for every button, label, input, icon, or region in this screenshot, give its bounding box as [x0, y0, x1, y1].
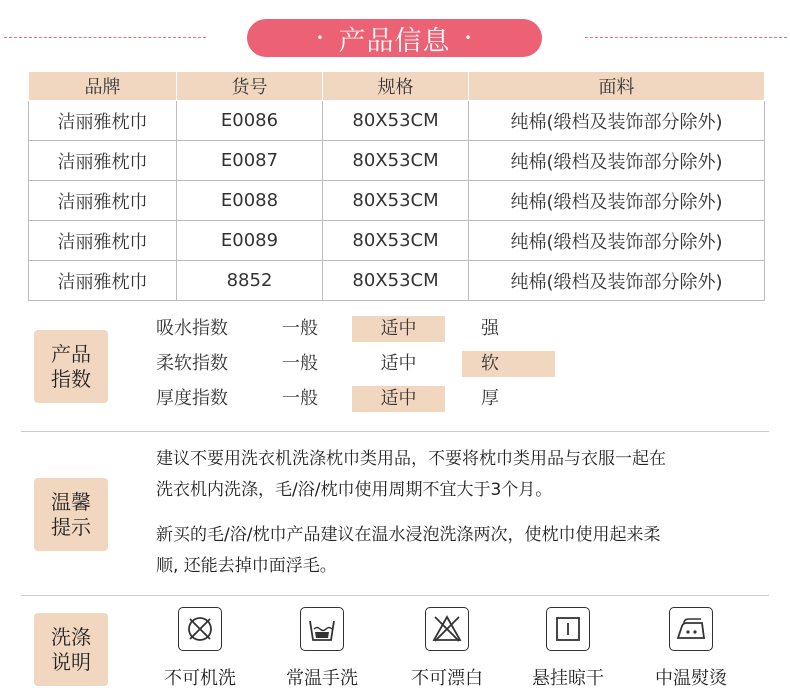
index-level-low: 一般: [282, 318, 318, 339]
index-level-high: 软: [462, 351, 555, 377]
divider: [21, 595, 769, 596]
tips-p2-line1: 新买的毛/浴/枕巾产品建议在温水浸泡洗涤两次，使枕巾使用起来柔: [156, 525, 661, 545]
cell-item-no: E0088: [177, 181, 323, 221]
care-item-line-dry: [528, 607, 608, 690]
cell-material: 纯棉(缎档及装饰部分除外): [469, 261, 765, 301]
tips-p2-line2: 顺, 还能去掉巾面浮毛。: [156, 556, 337, 576]
line-dry-icon: [546, 607, 590, 651]
index-level-mid: 适中: [352, 386, 445, 412]
cell-brand: 洁丽雅枕巾: [29, 101, 177, 141]
cell-material: 纯棉(缎档及装饰部分除外): [469, 141, 765, 181]
section-title-text: 产品信息: [338, 25, 451, 57]
index-label-line2: 指数: [51, 366, 91, 391]
col-header-size: 规格: [323, 72, 469, 101]
tips-p1-line2: 洗衣机内洗涤，毛/浴/枕巾使用周期不宜大于3个月。: [156, 480, 553, 500]
title-deco-right: •: [464, 31, 473, 45]
index-name: 厚度指数: [156, 388, 228, 409]
tips-section-label: [34, 478, 108, 551]
divider: [21, 431, 769, 432]
table-row: [29, 141, 765, 181]
cell-brand: 洁丽雅枕巾: [29, 221, 177, 261]
header-left-dashes: [4, 37, 206, 38]
care-item-label: 悬挂晾干: [532, 668, 604, 689]
cell-size: 80X53CM: [323, 221, 469, 261]
no-bleach-icon: [425, 607, 469, 651]
cell-item-no: E0087: [177, 141, 323, 181]
index-level-mid: 适中: [380, 353, 417, 374]
care-item-label: 中温熨烫: [655, 668, 727, 689]
care-item-no-machine-wash: [160, 607, 240, 690]
index-name: 柔软指数: [156, 353, 228, 374]
index-row-thickness: [0, 386, 790, 412]
cell-material: 纯棉(缎档及装饰部分除外): [469, 101, 765, 141]
table-row: [29, 101, 765, 141]
tips-label-line1: 温馨: [51, 489, 91, 514]
care-item-label: 不可漂白: [411, 668, 483, 689]
table-row: [29, 181, 765, 221]
table-row: [29, 261, 765, 301]
cell-material: 纯棉(缎档及装饰部分除外): [469, 221, 765, 261]
care-label-line1: 洗涤: [51, 624, 91, 649]
cell-item-no: E0089: [177, 221, 323, 261]
care-item-no-bleach: [407, 607, 487, 690]
care-section-label: [34, 613, 108, 686]
tips-paragraph-1: [156, 444, 756, 506]
care-label-line2: 说明: [51, 649, 91, 674]
index-row-absorbency: [0, 316, 790, 342]
table-row: [29, 221, 765, 261]
hand-wash-icon: [300, 607, 344, 651]
cell-size: 80X53CM: [323, 261, 469, 301]
care-item-hand-wash: [282, 607, 362, 690]
iron-medium-icon: [669, 607, 713, 651]
index-level-low: 一般: [282, 353, 318, 374]
care-item-label: 常温手洗: [286, 668, 358, 689]
index-level-low: 一般: [282, 388, 318, 409]
no-machine-wash-icon: [178, 607, 222, 651]
cell-material: 纯棉(缎档及装饰部分除外): [469, 181, 765, 221]
cell-brand: 洁丽雅枕巾: [29, 181, 177, 221]
section-title: [247, 19, 542, 57]
index-name: 吸水指数: [156, 318, 228, 339]
tips-p1-line1: 建议不要用洗衣机洗涤枕巾类用品，不要将枕巾类用品与衣服一起在: [156, 449, 666, 469]
tips-paragraph-2: [156, 520, 756, 582]
cell-brand: 洁丽雅枕巾: [29, 261, 177, 301]
col-header-item-no: 货号: [177, 72, 323, 101]
tips-label-line2: 提示: [51, 514, 91, 539]
index-row-softness: [0, 351, 790, 377]
cell-brand: 洁丽雅枕巾: [29, 141, 177, 181]
col-header-brand: 品牌: [29, 72, 177, 101]
table-header-row: [29, 72, 765, 101]
cell-item-no: 8852: [177, 261, 323, 301]
cell-size: 80X53CM: [323, 101, 469, 141]
care-item-label: 不可机洗: [164, 668, 236, 689]
col-header-material: 面料: [469, 72, 765, 101]
header-right-dashes: [585, 37, 787, 38]
title-deco-left: •: [316, 31, 325, 45]
index-level-mid: 适中: [352, 316, 445, 342]
product-table: [28, 71, 765, 301]
care-item-iron-medium: [651, 607, 731, 690]
index-label-line1: 产品: [51, 341, 91, 366]
index-level-high: 厚: [481, 388, 499, 409]
index-level-high: 强: [481, 318, 499, 339]
cell-size: 80X53CM: [323, 141, 469, 181]
cell-size: 80X53CM: [323, 181, 469, 221]
cell-item-no: E0086: [177, 101, 323, 141]
